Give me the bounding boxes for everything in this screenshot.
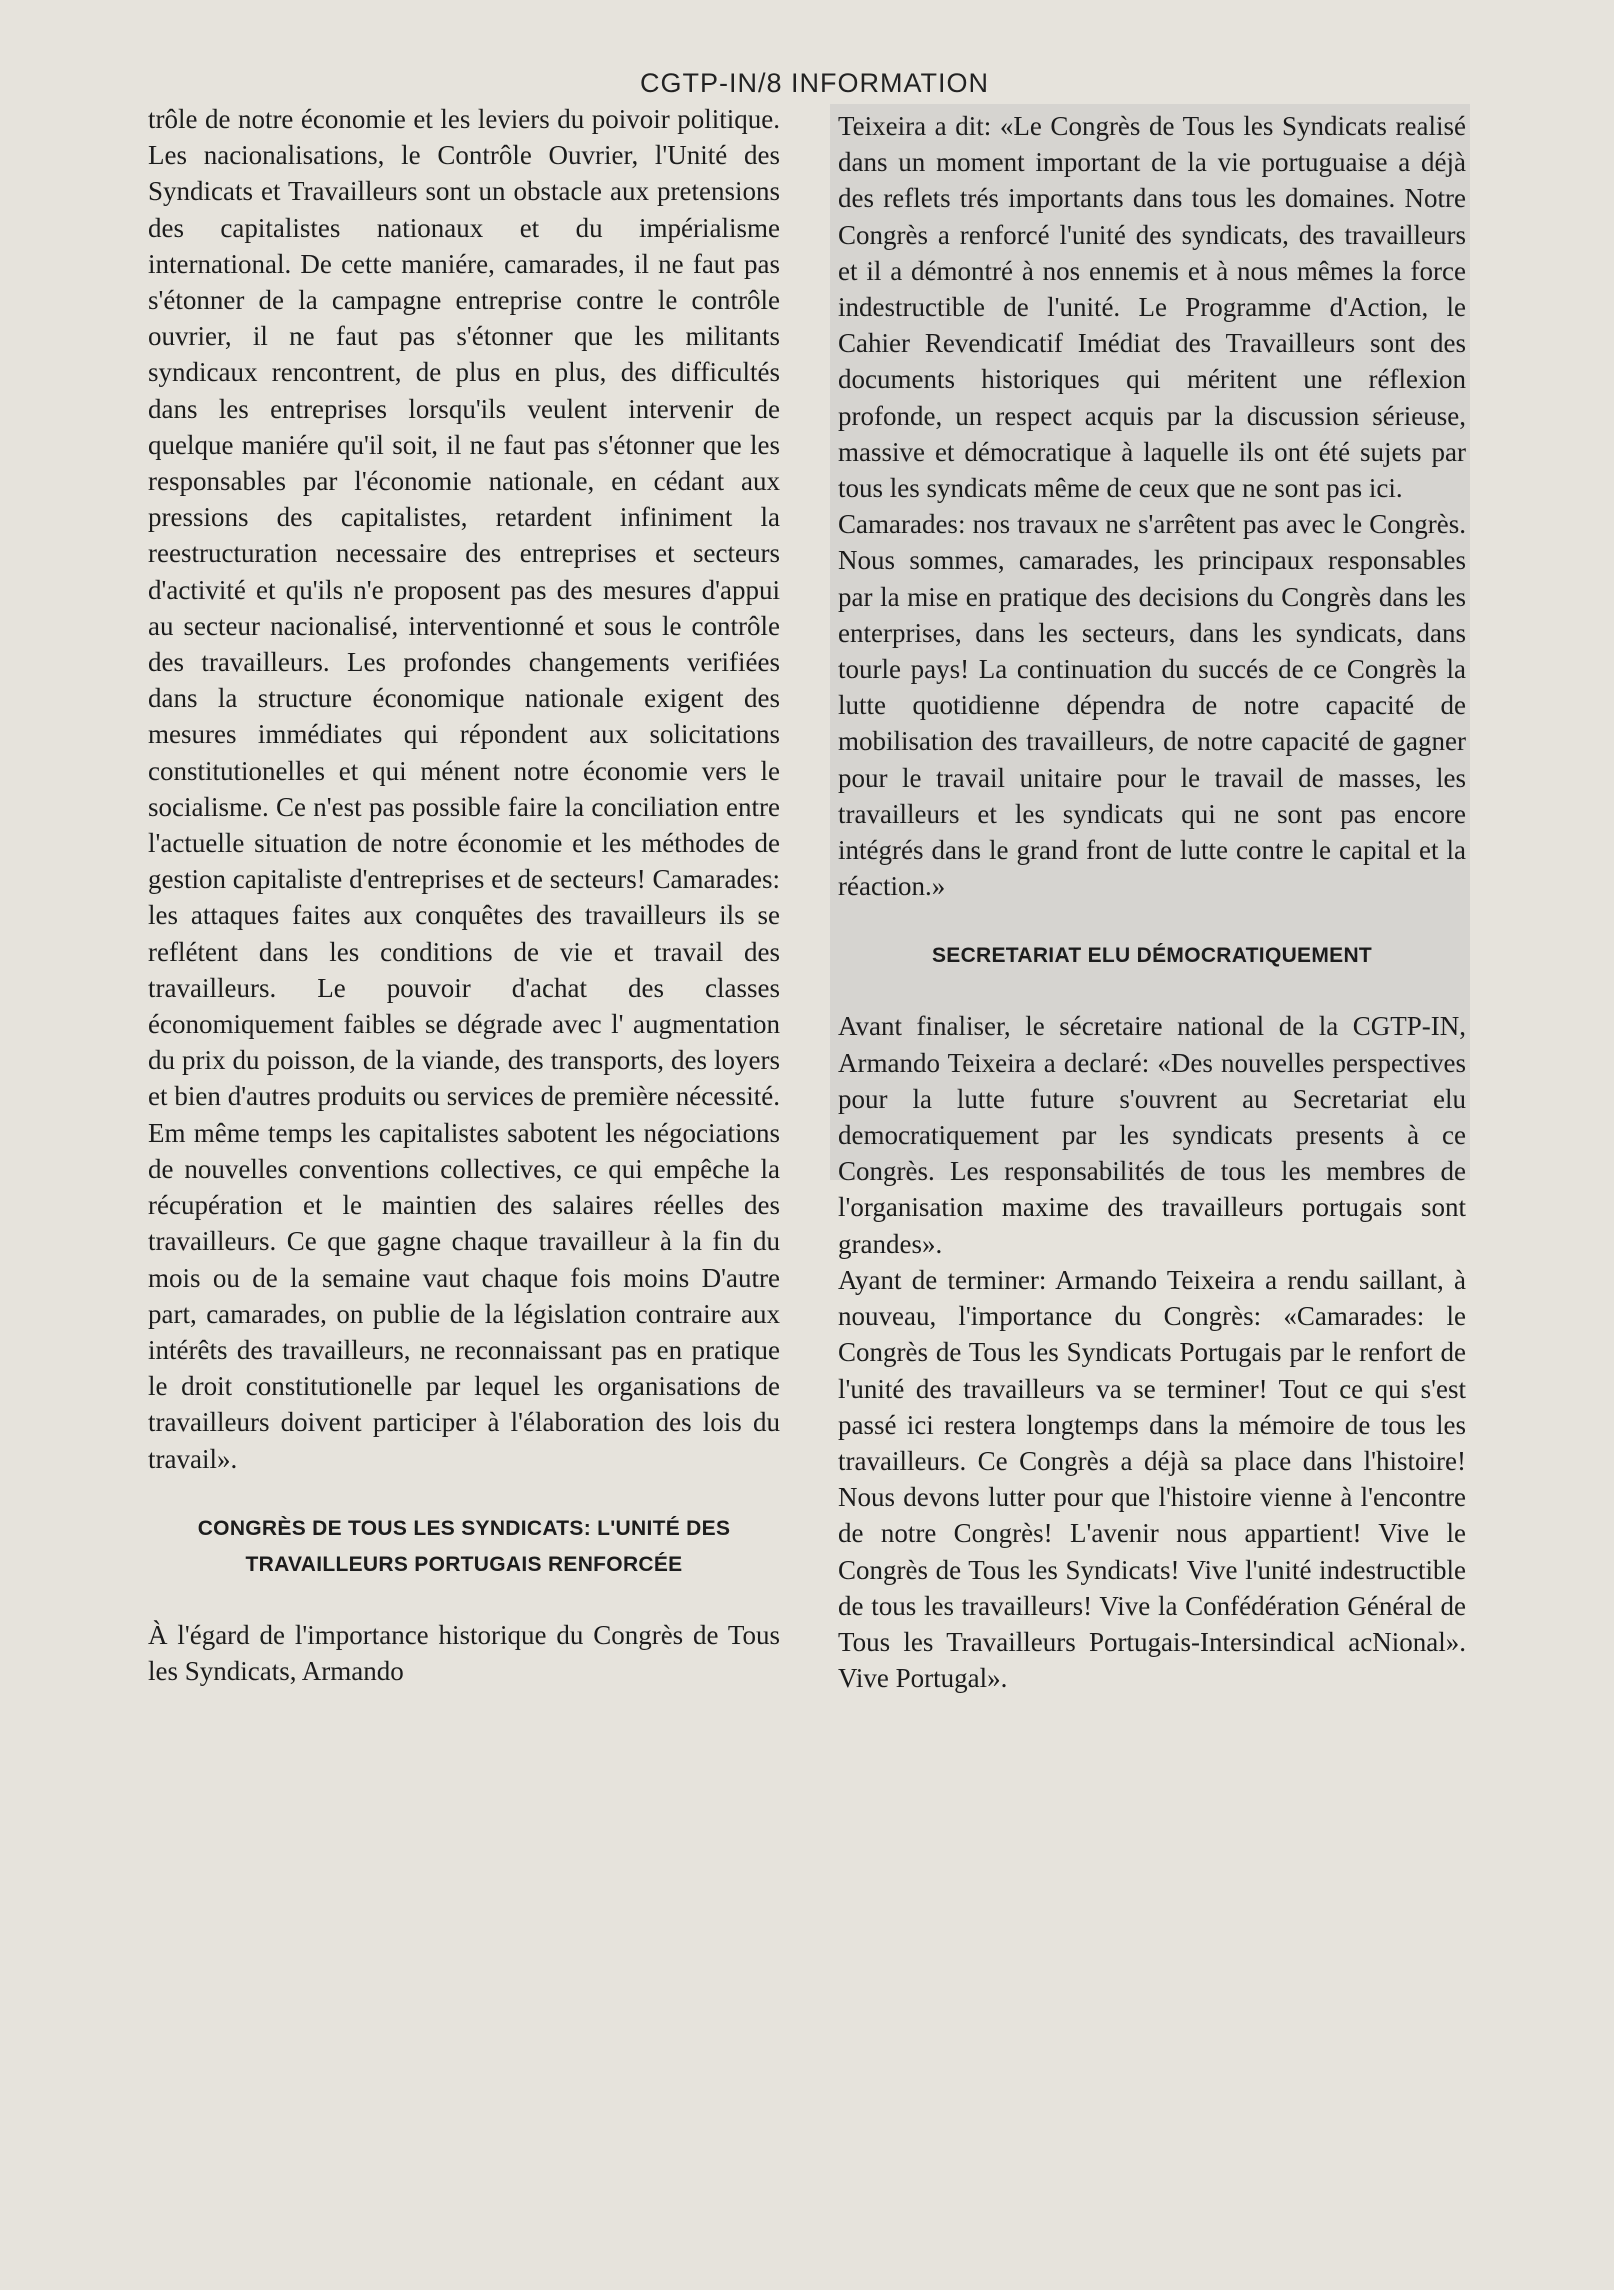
- section-title-secretariat: SECRETARIAT ELU DÉMOCRATIQUEMENT: [931, 944, 1373, 968]
- right-final-paragraph: Ayant de terminer: Armando Teixeira a rendu saillant, à nouveau, l'importance du Congrès: «Camarades: le Congrès de Tous les Syndicats Portugais par le renfort de l'unité des travailleurs va se terminer! Tout ce qui s'est passé ici restera longtemps dans la mémoire de tous les travailleurs. Ce Congrès a déjà sa place dans l'histoire! Nous devons lutter pour que l'histoire vienne à l'encontre de notre Congrès! L'avenir nous appartient! Vive le Congrès de Tous les Syndicats! Vive l'unité indestructible de tous les travailleurs! Vive la Confédération Général de Tous les Travailleurs Portugais-Intersindical acNional». Vive Portugal».: [838, 1264, 1466, 1694]
- right-camarades-paragraph: Camarades: nos travaux ne s'arrêtent pas avec le Congrès. Nous sommes, camarades, les principaux responsables par la mise en pratique des decisions du Congrès dans les enterprises, dans les secteurs, dans les syndicats, dans tourle pays! La continuation du succés de ce Congrès la lutte quotidienne dépendra de notre capacité de mobilisation des travailleurs, de notre capacité de gagner pour le travail unitaire pour le travail de masses, les travailleurs et les syndicats qui ne sont pas encore intégrés dans le grand front de lutte contre le capital et la réaction.»: [838, 509, 1466, 902]
- right-column: [838, 108, 1466, 1696]
- page-header: CGTP-IN/8 INFORMATION: [640, 68, 989, 98]
- right-declaration-paragraph: Avant finaliser, le sécretaire national de la CGTP-IN, Armando Teixeira a declaré: «Des nouvelles perspectives pour la lutte future s'ouvrent au Secretariat elu democratiquement par les syndicats presents à ce Congrès. Les responsabilités de tous les membres de l'organisation maxime des travailleurs portugais sont grandes».: [838, 1011, 1466, 1259]
- left-closing-paragraph: À l'égard de l'importance historique du Congrès de Tous les Syndicats, Armando: [148, 1619, 780, 1686]
- section-title-line-2: TRAVAILLEURS PORTUGAIS RENFORCÉE: [245, 1552, 683, 1576]
- section-title-congres: [148, 1511, 780, 1583]
- section-title-line-1: CONGRÈS DE TOUS LES SYNDICATS: L'UNITÉ DES: [197, 1516, 731, 1540]
- left-column: [148, 101, 780, 1689]
- left-body-paragraph: trôle de notre économie et les leviers du poivoir politique. Les nacionalisations, le Contrôle Ouvrier, l'Unité des Syndicats et Travailleurs sont un obstacle aux pretensions des capitalistes nationaux et du impérialisme international. De cette maniére, camarades, il ne faut pas s'étonner de la campagne entreprise contre le contrôle ouvrier, il ne faut pas s'étonner que les militants syndicaux rencontrent, de plus en plus, des difficultés dans les entreprises lorsqu'ils veulent intervenir de quelque maniére qu'il soit, il ne faut pas s'étonner que les responsables par l'économie nationale, en cédant aux pressions des capitalistes, retardent infiniment la reestructuration necessaire des entreprises et secteurs d'activité et qu'ils n'e proposent pas des mesures d'appui au secteur nacionalisé, interventionné et sous le contrôle des travailleurs. Les profondes changements verifiées dans la structure économique nationale exigent des mesures immédiates qui répondent aux solicitations constitutionelles et qui ménent notre économie vers le socialisme. Ce n'est pas possible faire la conciliation entre l'actuelle situation de notre économie et les méthodes de gestion capitaliste d'entreprises et de secteurs! Camarades: les attaques faites aux conquêtes des travailleurs ils se reflétent dans les conditions de vie et travail des travailleurs. Le pouvoir d'achat des classes économiquement faibles se dégrade avec l' augmentation du prix du poisson, de la viande, des transports, des loyers et bien d'autres produits ou services de première nécessité. Em même temps les capitalistes sabotent les négociations de nouvelles conventions collectives, ce qui empêche la récupération et le maintien des salaires réelles des travailleurs. Ce que gagne chaque travailleur à la fin du mois ou de la semaine vaut chaque fois moins D'autre part, camarades, on publie de la législation contraire aux intérêts des travailleurs, ne reconnaissant pas en pratique le droit constitutionelle par lequel les organisations de travailleurs doivent participer à l'élaboration des lois du travail».: [148, 104, 780, 1474]
- right-quote-paragraph: Teixeira a dit: «Le Congrès de Tous les Syndicats realisé dans un moment important de la vie portuguaise a déjà des reflets trés importants dans tous les domaines. Notre Congrès a renforcé l'unité des syndicats, des travailleurs et il a démontré à nos ennemis et à nous mêmes la force indestructible de l'unité. Le Programme d'Action, le Cahier Revendicatif Imédiat des Travailleurs sont des documents historiques qui méritent une réflexion profonde, un respect acquis par la discussion sérieuse, massive et démocratique à laquelle ils ont été sujets par tous les syndicats même de ceux que ne sont pas ici.: [838, 111, 1466, 504]
